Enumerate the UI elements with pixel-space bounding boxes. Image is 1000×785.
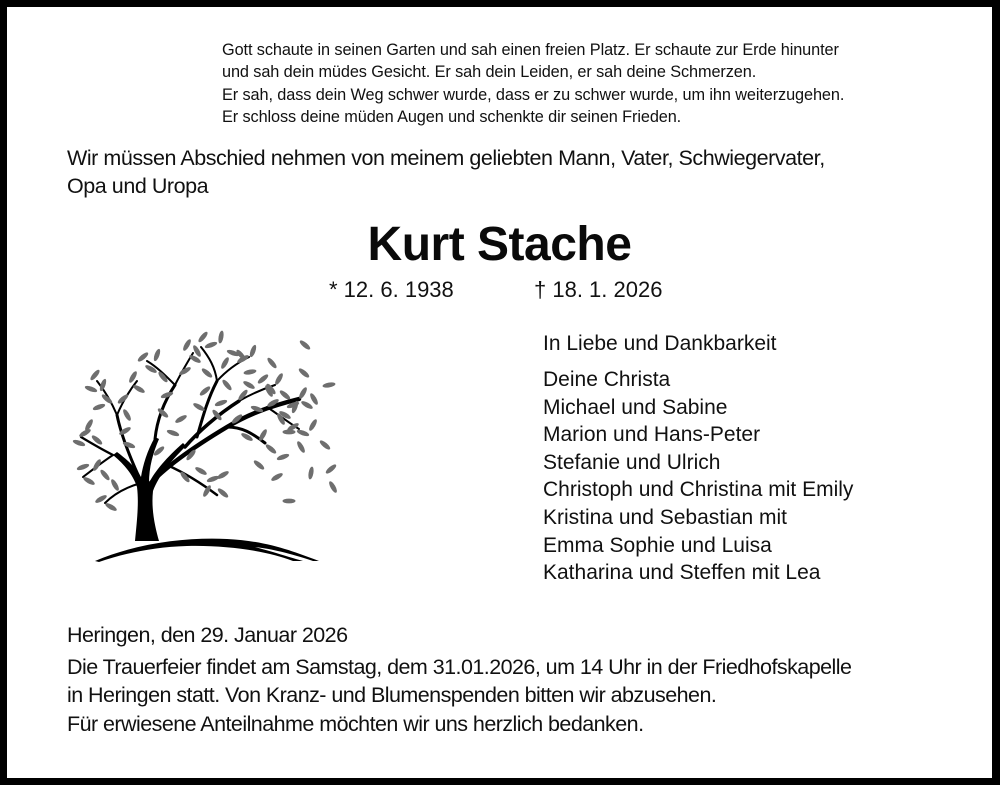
place-and-date: Heringen, den 29. Januar 2026 (67, 623, 348, 647)
family-member: Marion und Hans-Peter (543, 423, 761, 447)
thanks-line: Für erwiesene Anteilnahme möchten wir uns herzlich bedanken. (67, 712, 644, 736)
footer-block (67, 621, 851, 738)
family-signatures (543, 330, 853, 587)
poem-line: Er schloss deine müden Augen und schenkte dir seinen Frieden. (222, 108, 682, 127)
poem-line: und sah dein müdes Gesicht. Er sah dein Leiden, er sah deine Schmerzen. (222, 63, 757, 82)
family-member: Kristina und Sebastian mit (543, 505, 787, 529)
death-date: † 18. 1. 2026 (534, 277, 663, 302)
family-member: Emma Sophie und Luisa (543, 533, 772, 557)
intro-line: Opa und Uropa (67, 174, 209, 198)
poem-line: Gott schaute in seinen Garten und sah einen freien Platz. Er schaute zur Erde hinunter (222, 41, 839, 59)
obituary-card (7, 7, 992, 778)
intro-line: Wir müssen Abschied nehmen von meinem geliebten Mann, Vater, Schwiegervater, (67, 146, 825, 170)
service-info (67, 653, 851, 738)
intro-text (67, 144, 825, 200)
service-line: in Heringen statt. Von Kranz- und Blumenspenden bitten wir abzusehen. (67, 683, 717, 707)
family-member: Deine Christa (543, 368, 671, 391)
family-heading: In Liebe und Dankbarkeit (543, 332, 777, 355)
family-member: Michael und Sabine (543, 395, 728, 419)
family-member: Katharina und Steffen mit Lea (543, 561, 821, 585)
service-line: Die Trauerfeier findet am Samstag, dem 31.01.2026, um 14 Uhr in der Friedhofskapelle (67, 655, 852, 679)
tree-with-falling-leaves-icon (67, 315, 347, 575)
poem-line: Er sah, dass dein Weg schwer wurde, dass er zu schwer wurde, um ihn weiterzugehen. (222, 85, 845, 104)
poem-block (222, 39, 844, 129)
family-member: Christoph und Christina mit Emily (543, 478, 854, 502)
birth-date: * 12. 6. 1938 (329, 277, 454, 302)
family-members-list (543, 366, 853, 587)
family-member: Stefanie und Ulrich (543, 450, 721, 474)
deceased-name: Kurt Stache (367, 218, 632, 271)
